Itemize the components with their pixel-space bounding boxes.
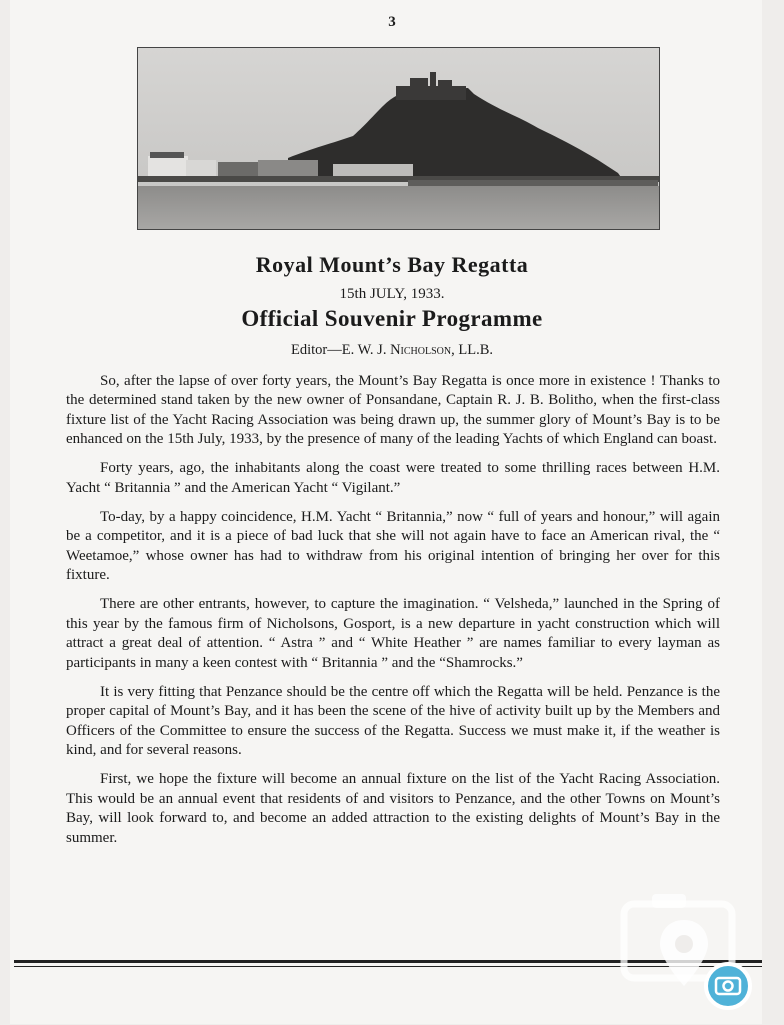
paragraph: Forty years, ago, the inhabitants along the coast were treated to some thrilling races between H.M. Yacht “ Britannia ” and the American Yacht “ Vigilant.” xyxy=(66,460,720,496)
paragraph: To-day, by a happy coincidence, H.M. Yacht “ Britannia,” now “ full of years and honour,” will again be a competitor, and it is a piece of bad luck that she will not again have to face an American rival, the “ Weetamoe,” whose owner has had to withdraw from his original intention of bringing her over for this fixture. xyxy=(66,509,720,584)
paragraph: First, we hope the fixture will become an annual fixture on the list of the Yacht Racing Association. This would be an annual event that residents of and visitors to Penzance, and the other Towns on Mount’s Bay, will look forward to, and become an added attraction to the existing delights of Mount’s Bay in the summer. xyxy=(66,771,720,846)
editor-name: E. W. J. Nicholson xyxy=(341,342,452,358)
page-title: Royal Mount’s Bay Regatta xyxy=(255,252,529,277)
page-number: 3 xyxy=(388,14,396,30)
camera-location-watermark-icon xyxy=(616,890,756,1020)
paragraph: It is very fitting that Penzance should be the centre off which the Regatta will be held. Penzance is the proper capital of Mount’s Bay, and it has been the scene of the hive of activity built up by the Members and Officers of the Committee to ensure the success of the Regatta. Success we must make it, if the weather is kind, and for several reasons. xyxy=(66,683,720,759)
event-date: 15th JULY, 1933. xyxy=(339,286,445,302)
article-body xyxy=(66,372,720,858)
editor-suffix: , LL.B. xyxy=(451,342,493,358)
paragraph: So, after the lapse of over forty years, the Mount’s Bay Regatta is once more in existence ! Thanks to the determined stand taken by the new owner of Ponsandane, Captain R. J. B. Bolitho, when the first-class fixture list of the Yacht Racing Association was being drawn up, the summer glory of Mount’s Bay is to be enhanced on the 15th July, 1933, by the presence of many of the leading Yachts of which England can boast. xyxy=(66,373,720,448)
castle-island-photo xyxy=(137,47,660,230)
paragraph: There are other entrants, however, to capture the imagination. “ Velsheda,” launched in the Spring of this year by the famous firm of Nicholsons, Gosport, is a new departure in yacht construction which will attract a great deal of attention. “ Astra ” and “ White Heather ” are names familiar to every layman as participants in many a keen contest with “ Britannia ” and the “Shamrocks.” xyxy=(66,596,720,671)
editor-credit xyxy=(0,342,784,359)
editor-prefix: Editor— xyxy=(290,342,342,358)
page-subtitle: Official Souvenir Programme xyxy=(241,306,543,331)
